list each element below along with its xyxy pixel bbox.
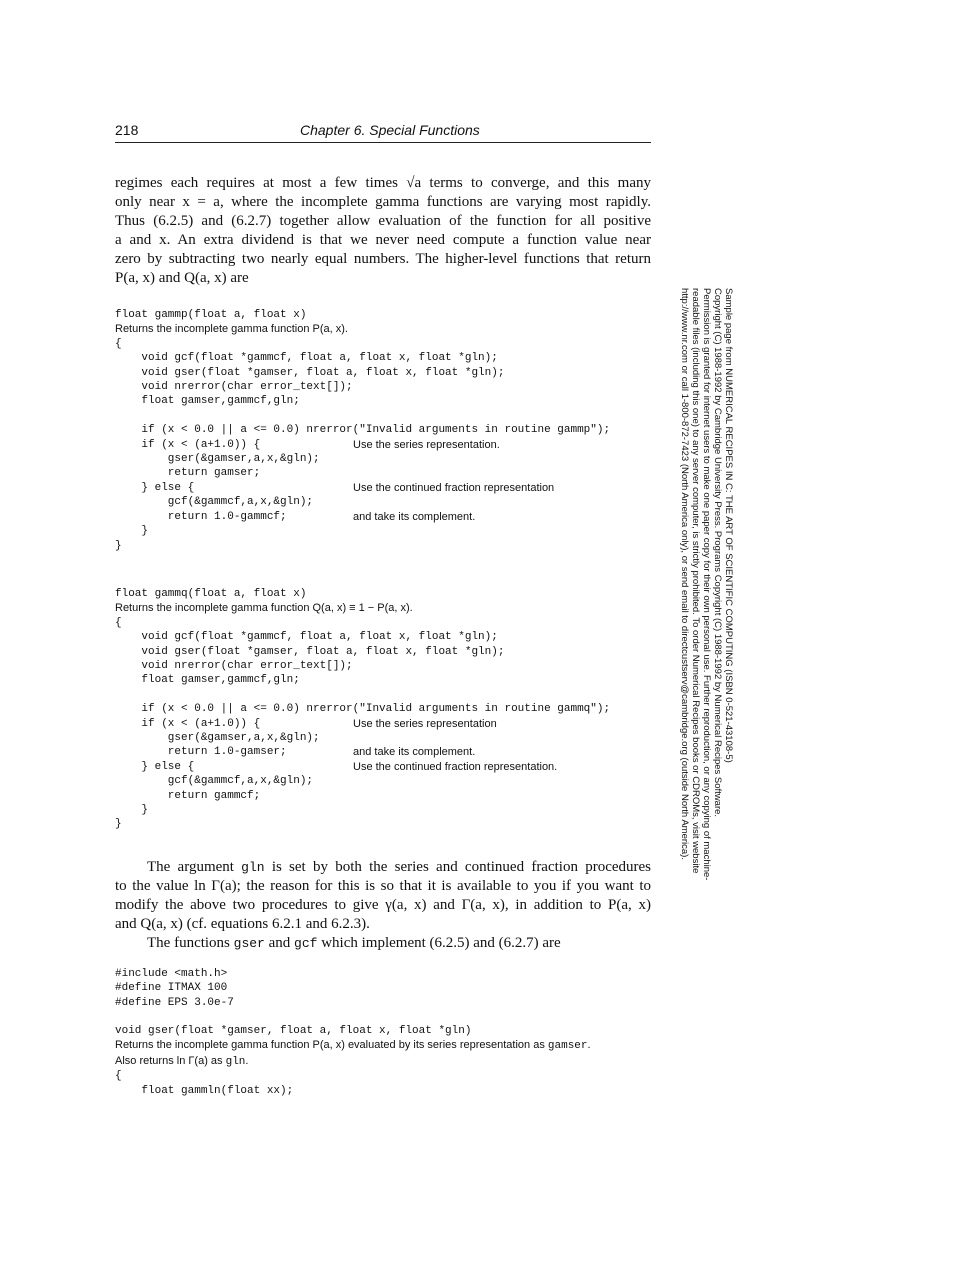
text-span: Returns the incomplete gamma function P(a, x) evaluated by its series representation as (115, 1039, 548, 1052)
inline-code: gcf (294, 935, 318, 951)
code-line (115, 789, 651, 803)
code-line (115, 510, 651, 524)
code-lines (115, 337, 651, 553)
text-line: regimes each requires at most a few times √a terms to converge, and this many (115, 175, 651, 191)
code-comment: Use the series representation (353, 717, 497, 730)
code-lines (115, 616, 651, 832)
code-line: { (115, 1070, 122, 1083)
code-line (115, 645, 651, 659)
code-line (115, 539, 651, 553)
text-span: is set by both the series and continued fraction procedures (264, 858, 651, 875)
text-line: a and x. An extra dividend is that we never need compute a function value near (115, 232, 651, 248)
code-text: } else { (115, 481, 195, 494)
code-text: return 1.0-gammcf; (115, 510, 287, 523)
code-text: { (115, 337, 122, 350)
text-line (115, 934, 651, 953)
code-text: { (115, 616, 122, 629)
copyright-line: Sample page from NUMERICAL RECIPES IN C: THE ART OF SCIENTIFIC COMPUTING (ISBN 0-521-43108-5) (723, 288, 734, 763)
copyright-line: Copyright (C) 1988-1992 by Cambridge University Press. Programs Copyright (C) 1988-1992 by Numerical Recipes Software. (712, 288, 723, 818)
running-header (115, 120, 651, 143)
page-body (115, 174, 651, 1098)
text-line: and Q(a, x) (cf. equations 6.2.1 and 6.2.3). (115, 915, 370, 932)
code-line (115, 817, 651, 831)
code-text: void nrerror(char error_text[]); (115, 659, 353, 672)
code-text: float gamser,gammcf,gln; (115, 395, 300, 408)
code-text: float gamser,gammcf,gln; (115, 674, 300, 687)
text-line: zero by subtracting two nearly equal numbers. The higher-level functions that return (115, 251, 651, 267)
code-line (115, 366, 651, 380)
code-text: void gser(float *gamser, float a, float x, float *gln); (115, 366, 505, 379)
code-text: if (x < 0.0 || a <= 0.0) nrerror("Invalid arguments in routine gammp"); (115, 424, 611, 437)
function-signature: float gammq(float a, float x) (115, 587, 307, 600)
code-comment: Use the continued fraction representation. (353, 760, 558, 773)
code-text (115, 689, 122, 701)
code-line (115, 524, 651, 538)
code-line (115, 803, 651, 817)
text-span: and (264, 934, 295, 951)
text-span: Also returns ln Γ(a) as (115, 1054, 226, 1067)
code-text: return 1.0-gamser; (115, 746, 287, 759)
code-comment: and take its complement. (353, 746, 476, 759)
code-line (115, 423, 651, 437)
copyright-sidebar (679, 288, 734, 988)
code-line (115, 337, 651, 351)
function-description (115, 1054, 651, 1069)
text-span: . (245, 1054, 249, 1067)
inline-code: gln (225, 1055, 246, 1068)
code-line (115, 688, 651, 702)
code-text: } (115, 539, 122, 552)
argument-paragraph (115, 858, 651, 953)
text-line: only near x = a, where the incomplete gamma functions are varying most rapidly. (115, 194, 651, 210)
copyright-line: Permission is granted for internet users to make one paper copy for their own personal use. Further reproduction, or any copying of machine- (701, 288, 712, 881)
code-line (115, 774, 651, 788)
code-line (115, 394, 651, 408)
code-comment: Use the series representation. (353, 438, 500, 451)
code-text: gcf(&gammcf,a,x,&gln); (115, 496, 314, 509)
code-line: #include <math.h> (115, 967, 228, 980)
code-text: gser(&gamser,a,x,&gln); (115, 453, 320, 466)
function-description: Returns the incomplete gamma function Q(a, x) ≡ 1 − P(a, x). (115, 602, 413, 615)
code-line: float gammln(float xx); (115, 1084, 294, 1097)
code-text: if (x < (a+1.0)) { (115, 438, 261, 451)
code-line (115, 673, 651, 687)
code-line (115, 702, 651, 716)
code-text: void nrerror(char error_text[]); (115, 381, 353, 394)
code-line (115, 351, 651, 365)
text-span: The argument (147, 858, 242, 875)
code-line: #define EPS 3.0e-7 (115, 996, 234, 1009)
text-line: P(a, x) and Q(a, x) are (115, 270, 249, 286)
text-line: Thus (6.2.5) and (6.2.7) together allow evaluation of the function for all positive (115, 213, 651, 229)
text-span: . (587, 1039, 591, 1052)
code-line (115, 452, 651, 466)
code-line (115, 616, 651, 630)
copyright-line: readable files (including this one) to any server computer, is strictly prohibited. To order Numerical Recipes books or CDROMs, visit website (690, 288, 701, 874)
code-line (115, 438, 651, 452)
function-signature: void gser(float *gamser, float a, float x, float *gln) (115, 1025, 472, 1038)
code-text: void gser(float *gamser, float a, float x, float *gln); (115, 645, 505, 658)
text-line (115, 858, 651, 877)
copyright-text (679, 288, 734, 988)
code-text: gser(&gamser,a,x,&gln); (115, 731, 320, 744)
code-line (115, 466, 651, 480)
code-text: return gammcf; (115, 789, 261, 802)
code-line (115, 717, 651, 731)
code-line (115, 659, 651, 673)
function-description: Returns the incomplete gamma function P(a, x). (115, 323, 348, 336)
text-span: which implement (6.2.5) and (6.2.7) are (317, 934, 561, 951)
intro-paragraph (115, 174, 651, 288)
text-line: modify the above two procedures to give γ(a, x) and Γ(a, x), in addition to P(a, x) (115, 896, 651, 913)
gammp-listing (115, 308, 651, 553)
code-text: void gcf(float *gammcf, float a, float x, float *gln); (115, 631, 498, 644)
code-comment: Use the continued fraction representation (353, 481, 555, 494)
code-line (115, 731, 651, 745)
code-line (115, 481, 651, 495)
function-signature: float gammp(float a, float x) (115, 309, 307, 321)
inline-code: gser (233, 935, 265, 951)
text-span: The functions (147, 934, 234, 951)
code-line (115, 409, 651, 423)
gammq-listing (115, 587, 651, 832)
code-text: } (115, 804, 149, 816)
code-text: return gamser; (115, 467, 261, 480)
include-block (115, 967, 651, 1010)
code-text: if (x < 0.0 || a <= 0.0) nrerror("Invalid arguments in routine gammq"); (115, 703, 611, 716)
code-text: } (115, 818, 122, 831)
code-text: void gcf(float *gammcf, float a, float x, float *gln); (115, 352, 498, 365)
code-text (115, 410, 122, 422)
chapter-title: Chapter 6. Special Functions (300, 122, 480, 138)
inline-code: gamser (547, 1040, 588, 1053)
code-text: } else { (115, 760, 195, 773)
code-text: gcf(&gammcf,a,x,&gln); (115, 775, 314, 788)
code-line (115, 745, 651, 759)
code-text: if (x < (a+1.0)) { (115, 717, 261, 730)
gser-listing (115, 1024, 651, 1098)
function-description (115, 1038, 651, 1053)
code-comment: and take its complement. (353, 510, 476, 523)
code-line (115, 380, 651, 394)
code-line (115, 760, 651, 774)
code-line (115, 495, 651, 509)
code-line (115, 630, 651, 644)
copyright-line: http://www.nr.com or call 1-800-872-7423 (North America only), or send email to directcustserv@cambridge.org (outside North America). (679, 288, 690, 860)
page-number: 218 (115, 122, 139, 138)
code-line: #define ITMAX 100 (115, 982, 228, 995)
text-line: to the value ln Γ(a); the reason for this is so that it is available to you if you want to (115, 877, 651, 894)
code-text: } (115, 525, 149, 538)
inline-code: gln (241, 859, 265, 875)
